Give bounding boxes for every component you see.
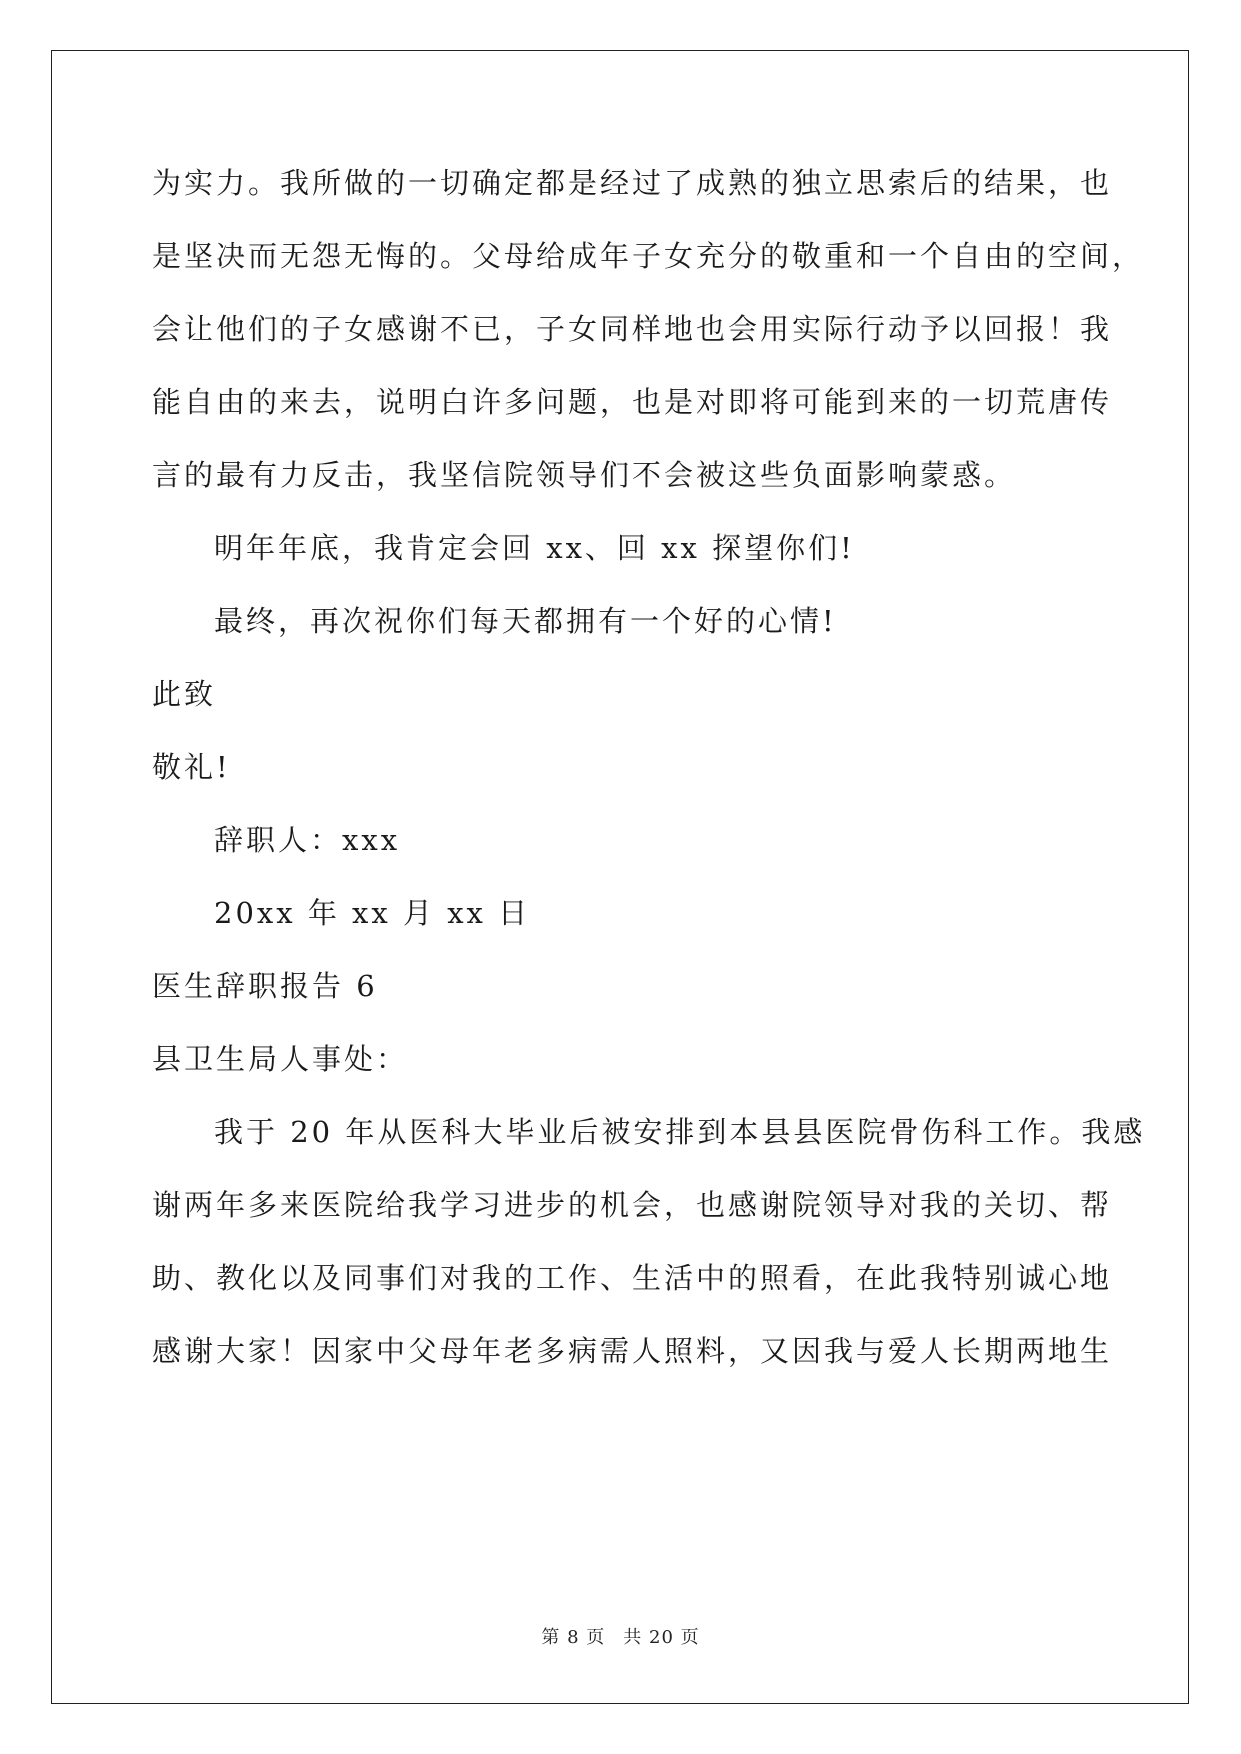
paragraph-line: 谢两年多来医院给我学习进步的机会，也感谢院领导对我的关切、帮 (152, 1188, 1113, 1222)
paragraph-line: 我于 20 年从医科大毕业后被安排到本县县医院骨伤科工作。我感 (214, 1115, 1146, 1149)
paragraph-line: 感谢大家！因家中父母年老多病需人照料，又因我与爱人长期两地生 (152, 1334, 1113, 1368)
paragraph-line: 助、教化以及同事们对我的工作、生活中的照看，在此我特别诚心地 (152, 1261, 1113, 1295)
paragraph-line: 是坚决而无怨无悔的。父母给成年子女充分的敬重和一个自由的空间， (152, 239, 1145, 273)
signature-name: 辞职人：xxx (214, 823, 401, 857)
paragraph-line: 能自由的来去，说明白许多问题，也是对即将可能到来的一切荒唐传 (152, 385, 1113, 419)
page-number: 第 8 页 (541, 1627, 606, 1648)
paragraph-line: 言的最有力反击，我坚信院领导们不会被这些负面影响蒙惑。 (152, 458, 1017, 492)
page-frame (51, 50, 1189, 1704)
closing-salutation: 此致 (152, 677, 217, 711)
paragraph-line: 为实力。我所做的一切确定都是经过了成熟的独立思索后的结果，也 (152, 166, 1113, 200)
recipient-line: 县卫生局人事处： (152, 1042, 409, 1076)
paragraph-line: 明年年底，我肯定会回 xx、回 xx 探望你们! (214, 531, 855, 565)
paragraph-line: 会让他们的子女感谢不已，子女同样地也会用实际行动予以回报！我 (152, 312, 1113, 346)
closing-regards: 敬礼! (152, 750, 231, 784)
page-footer (0, 1623, 1241, 1649)
paragraph-line: 最终，再次祝你们每天都拥有一个好的心情! (214, 604, 837, 638)
section-title: 医生辞职报告 6 (152, 969, 378, 1003)
page-total: 共 20 页 (623, 1627, 700, 1648)
signature-date: 20xx 年 xx 月 xx 日 (214, 896, 531, 930)
